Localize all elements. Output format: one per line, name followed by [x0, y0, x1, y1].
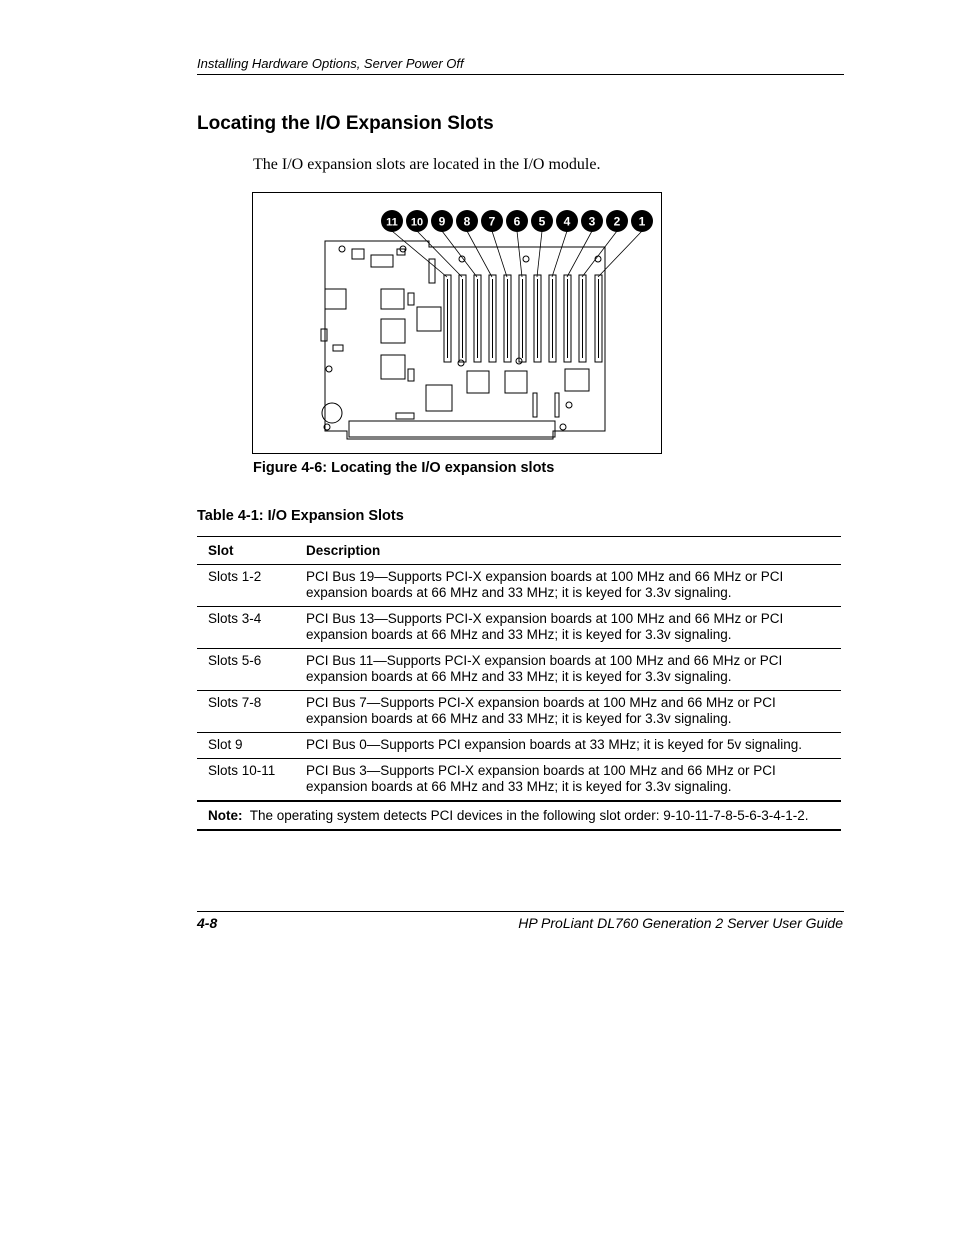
callout-leader-line — [552, 231, 567, 277]
chip — [565, 369, 589, 391]
expansion-slot — [534, 275, 541, 362]
callout-label: 10 — [410, 216, 424, 229]
expansion-slot — [564, 275, 571, 362]
slot-callout — [581, 210, 603, 232]
table-header-row — [197, 537, 841, 565]
chip — [467, 371, 489, 393]
mounting-hole — [560, 424, 566, 430]
figure-caption: Figure 4-6: Locating the I/O expansion slots — [253, 460, 555, 476]
slot-callout — [531, 210, 553, 232]
callout-label: 4 — [563, 214, 571, 229]
callout-leader-line — [537, 231, 542, 277]
callout-label: 8 — [463, 214, 471, 229]
small-component — [321, 329, 327, 341]
board-outline — [325, 241, 605, 439]
slot-callout — [506, 210, 528, 232]
callout-leader-line — [442, 231, 477, 277]
chip — [505, 371, 527, 393]
table-row — [197, 565, 841, 607]
expansion-slot — [444, 275, 451, 362]
small-component — [408, 293, 414, 305]
table-row — [197, 649, 841, 691]
small-component — [555, 393, 559, 417]
slot-callout — [456, 210, 478, 232]
callout-leader-line — [492, 231, 507, 277]
top-connector — [352, 249, 364, 259]
slot-callout — [431, 210, 453, 232]
expansion-slot — [504, 275, 511, 362]
callout-label: 2 — [613, 214, 621, 229]
footer-title: HP ProLiant DL760 Generation 2 Server User Guide — [518, 915, 843, 931]
slot-cell: Slots 10-11 — [197, 759, 295, 802]
chip — [426, 385, 452, 411]
callout-label: 7 — [488, 214, 496, 229]
small-component — [333, 345, 343, 351]
description-cell: PCI Bus 19—Supports PCI-X expansion boards at 100 MHz and 66 MHz or PCI expansion boards at 66 MHz and 33 MHz; it is keyed for 3.3v signaling. — [295, 565, 841, 607]
expansion-slot — [549, 275, 556, 362]
description-column-header: Description — [295, 537, 841, 565]
running-header: Installing Hardware Options, Server Power Off — [197, 56, 464, 71]
header-rule — [197, 74, 844, 75]
expansion-slot — [595, 275, 602, 362]
callout-leader-line — [582, 231, 617, 277]
description-cell: PCI Bus 13—Supports PCI-X expansion boards at 100 MHz and 66 MHz or PCI expansion boards at 66 MHz and 33 MHz; it is keyed for 3.3v signaling. — [295, 607, 841, 649]
description-cell: PCI Bus 3—Supports PCI-X expansion boards at 100 MHz and 66 MHz or PCI expansion boards at 66 MHz and 33 MHz; it is keyed for 3.3v signaling. — [295, 759, 841, 802]
note-text: The operating system detects PCI devices in the following slot order: 9-10-11-7-8-5-6-3-4-1-2. — [249, 808, 809, 823]
slot-cell: Slots 1-2 — [197, 565, 295, 607]
edge-connector — [349, 421, 555, 437]
chip — [325, 289, 346, 309]
section-title: Locating the I/O Expansion Slots — [197, 113, 494, 134]
slot-callout — [606, 210, 628, 232]
slot-callout — [381, 210, 403, 232]
callout-leader-line — [567, 231, 592, 277]
slot-cell: Slot 9 — [197, 733, 295, 759]
io-module-figure — [252, 192, 662, 454]
mounting-hole — [566, 402, 572, 408]
callout-leader-line — [392, 231, 447, 277]
slot-column-header: Slot — [197, 537, 295, 565]
io-board-illustration — [253, 193, 663, 455]
slot-callout — [406, 210, 428, 232]
table-note — [197, 801, 841, 830]
table-row — [197, 733, 841, 759]
intro-text: The I/O expansion slots are located in the I/O module. — [253, 156, 601, 173]
callout-leader-line — [417, 231, 462, 277]
top-connector — [371, 255, 393, 267]
expansion-slot — [474, 275, 481, 362]
mounting-hole — [523, 256, 529, 262]
callout-label: 11 — [386, 216, 398, 229]
slot-callout — [556, 210, 578, 232]
callout-label: 5 — [538, 214, 546, 229]
small-component — [396, 413, 414, 419]
table-title: Table 4-1: I/O Expansion Slots — [197, 508, 404, 524]
slot-callout — [631, 210, 653, 232]
chip — [381, 355, 405, 379]
io-slots-table — [197, 536, 841, 831]
mounting-hole — [339, 246, 345, 252]
expansion-slot — [489, 275, 496, 362]
table-note-row — [197, 801, 841, 830]
chip — [381, 289, 404, 309]
table-row — [197, 607, 841, 649]
callout-label: 9 — [438, 214, 446, 229]
description-cell: PCI Bus 0—Supports PCI expansion boards at 33 MHz; it is keyed for 5v signaling. — [295, 733, 841, 759]
table-row — [197, 759, 841, 802]
description-cell: PCI Bus 11—Supports PCI-X expansion boards at 100 MHz and 66 MHz or PCI expansion boards at 66 MHz and 33 MHz; it is keyed for 3.3v signaling. — [295, 649, 841, 691]
description-cell: PCI Bus 7—Supports PCI-X expansion boards at 100 MHz and 66 MHz or PCI expansion boards at 66 MHz and 33 MHz; it is keyed for 3.3v signaling. — [295, 691, 841, 733]
slot-cell: Slots 5-6 — [197, 649, 295, 691]
callout-label: 6 — [513, 214, 521, 229]
small-component — [533, 393, 537, 417]
callout-label: 3 — [588, 214, 596, 229]
callout-leader-line — [467, 231, 492, 277]
chip — [417, 307, 441, 331]
callout-label: 1 — [638, 214, 646, 229]
expansion-slot — [519, 275, 526, 362]
table-row — [197, 691, 841, 733]
slot-cell: Slots 7-8 — [197, 691, 295, 733]
small-component — [408, 369, 414, 381]
slot-callout — [481, 210, 503, 232]
expansion-slot — [459, 275, 466, 362]
expansion-slot — [579, 275, 586, 362]
mounting-hole — [326, 366, 332, 372]
footer-rule — [197, 911, 844, 912]
note-label: Note: — [208, 808, 243, 823]
page-number: 4-8 — [197, 915, 218, 931]
callout-leader-line — [517, 231, 522, 277]
chip — [381, 319, 405, 343]
slot-cell: Slots 3-4 — [197, 607, 295, 649]
